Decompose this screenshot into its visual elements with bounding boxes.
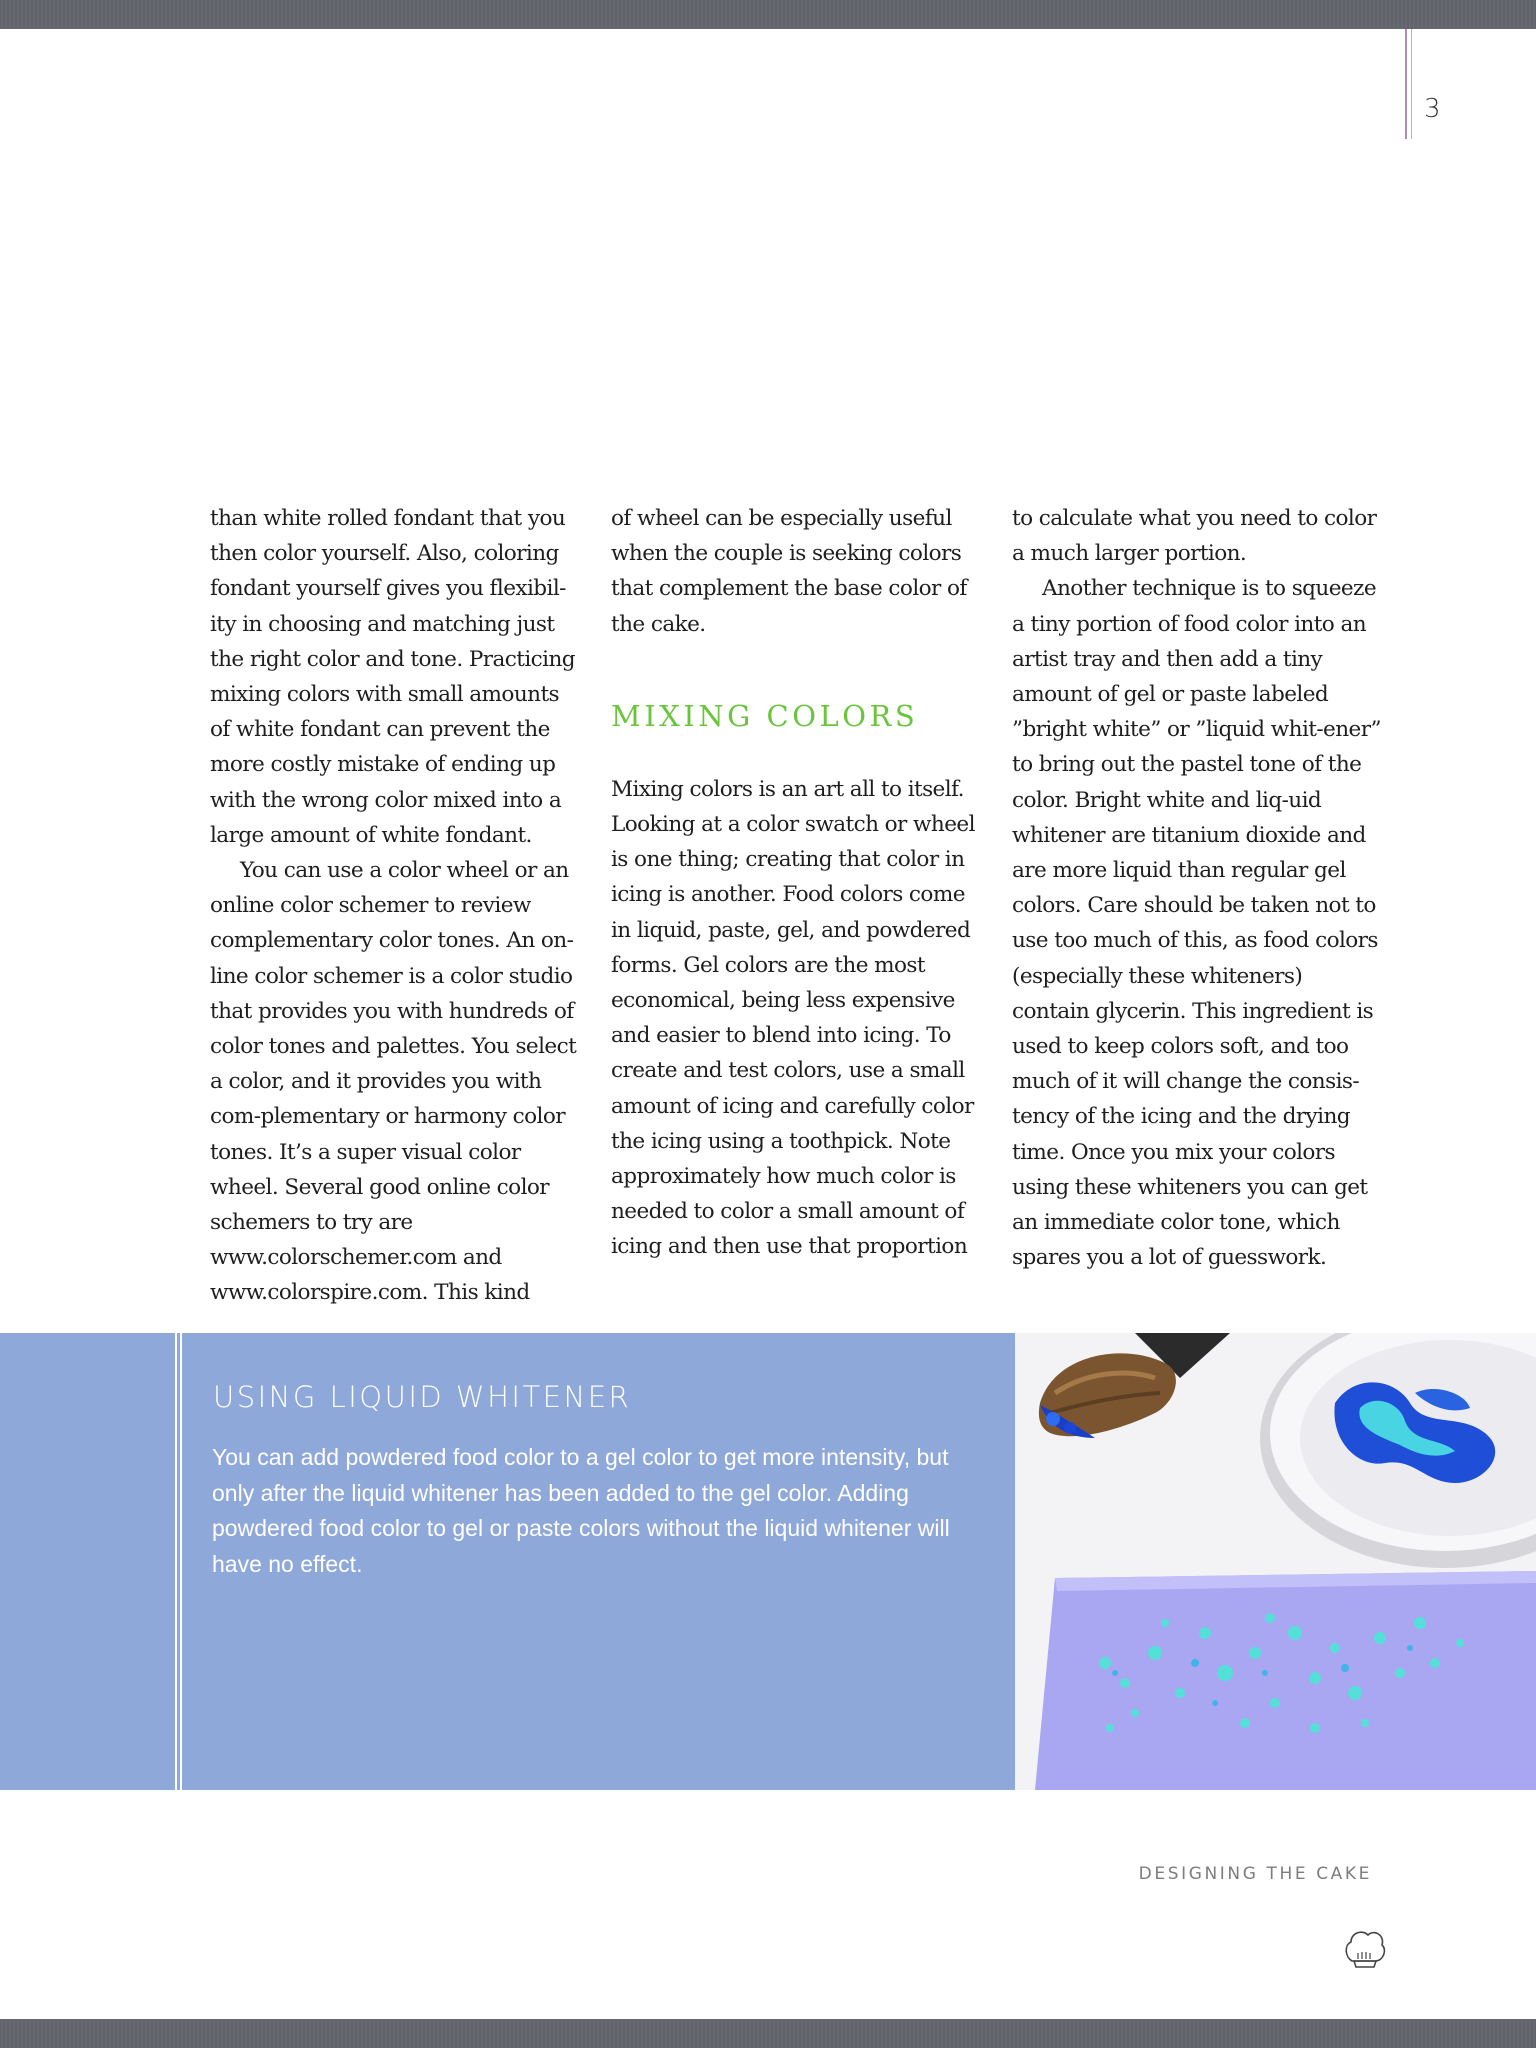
section-heading: MIXING COLORS	[611, 698, 919, 733]
bottom-page-edge	[0, 2019, 1536, 2048]
sidebar-text: You can add powdered food color to a gel color to get more intensity, but only after the liquid whitener has been added to the gel color. Adding powdered food color to gel or paste colors without the liquid whitener will have no effect.	[212, 1444, 950, 1577]
chef-hat-icon	[1340, 1923, 1388, 1971]
paragraph: Another technique is to squeeze a tiny portion of food color into an artist tray and then add a tiny amount of gel or paste labeled ”bright white” or ”liquid whit-ener” to bring out the pastel tone of the color. Bright white and liq-uid whitener are titanium dioxide and are more liquid than regular gel colors. Care should be taken not to use too much of this, as food colors (especially these whiteners) contain glycerin. This ingredient is used to keep colors soft, and too much of it will change the consis-tency of the icing and the drying time. Once you mix your colors using these whiteners you can get an immediate color tone, which spares you a lot of guesswork.	[1012, 576, 1381, 1271]
paragraph: to calculate what you need to color a much larger portion.	[1012, 506, 1377, 567]
page-number-rule-thin	[1411, 29, 1412, 139]
food-color-illustration	[1015, 1333, 1536, 1790]
page-number: 3	[1424, 94, 1441, 124]
paragraph: of wheel can be especially useful when the couple is seeking colors that complement the base color of the cake.	[611, 506, 967, 637]
top-page-edge	[0, 0, 1536, 29]
running-footer: DESIGNING THE CAKE	[1138, 1864, 1372, 1884]
sidebar-rule	[175, 1333, 177, 1790]
paragraph: You can use a color wheel or an online color schemer to review complementary color tones. An on-line color schemer is a color studio that provides you with hundreds of color tones and palettes. You select a color, and it provides you with com-plementary or harmony color tones. It’s a super visual color wheel. Several good online color schemers to try are www.colorschemer.com and www.colorspire.com. This kind	[210, 858, 577, 1306]
text-column-3	[1012, 501, 1382, 1275]
text-column-2	[611, 501, 981, 1265]
page-number-rule	[1405, 29, 1407, 139]
sidebar-rule	[180, 1333, 182, 1790]
paragraph: Mixing colors is an art all to itself. Looking at a color swatch or wheel is one thing; creating that color in icing is another. Food colors come in liquid, paste, gel, and powdered forms. Gel colors are the most economical, being less expensive and easier to blend into icing. To create and test colors, use a small amount of icing and carefully color the icing using a toothpick. Note approximately how much color is needed to color a small amount of icing and then use that proportion	[611, 776, 975, 1260]
text-column-1	[210, 501, 580, 1311]
sidebar-title: USING LIQUID WHITENER	[213, 1380, 632, 1414]
food-color-photo	[1015, 1333, 1536, 1790]
paragraph: than white rolled fondant that you then color yourself. Also, coloring fondant yourself gives you flexibil-ity in choosing and matching just the right color and tone. Practicing mixing colors with small amounts of white fondant can prevent the more costly mistake of ending up with the wrong color mixed into a large amount of white fondant.	[210, 506, 576, 848]
